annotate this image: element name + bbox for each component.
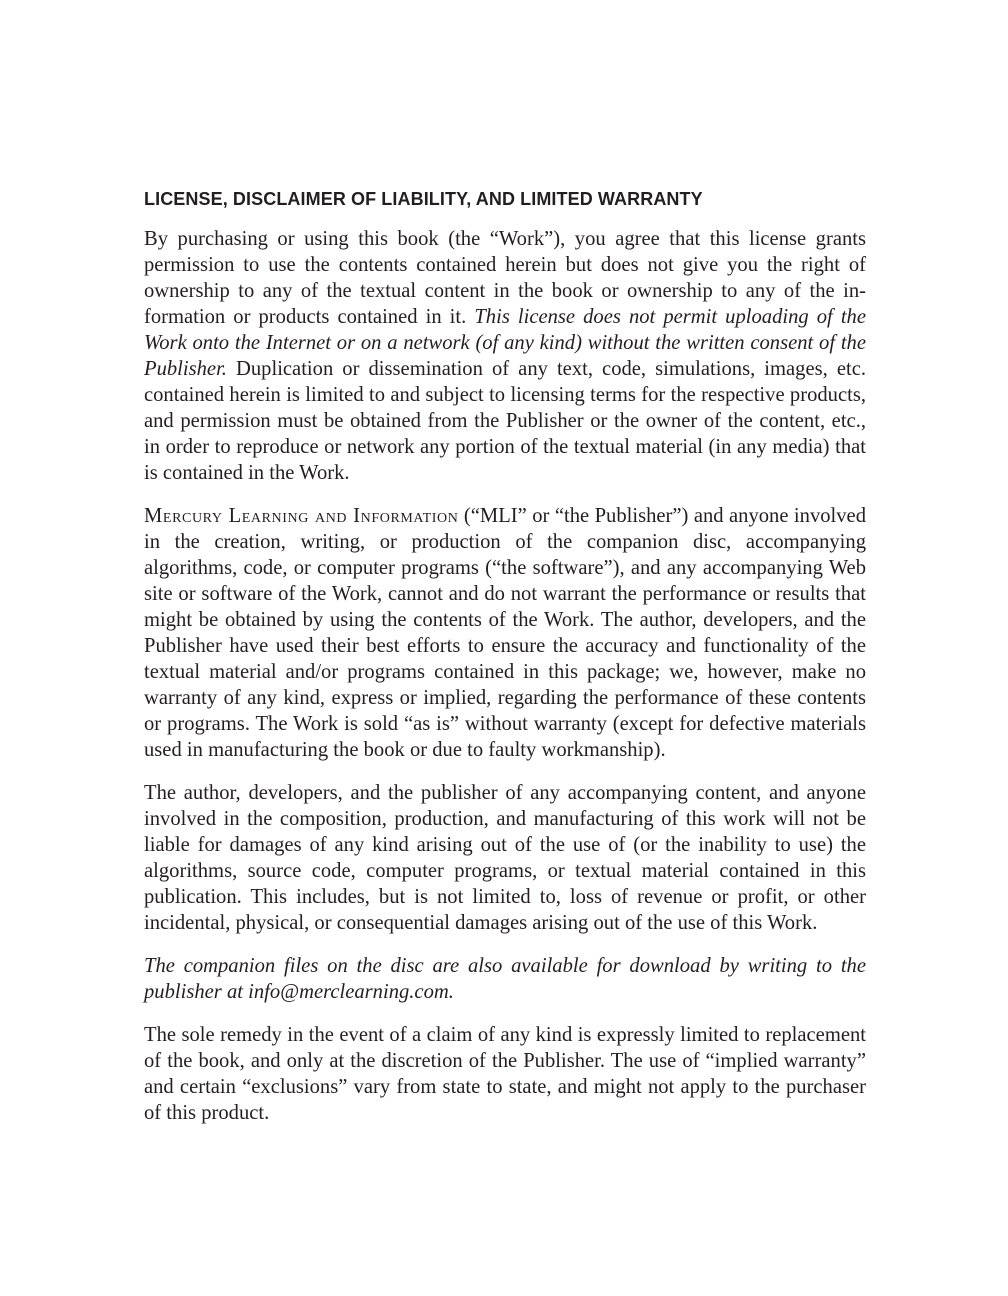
publisher-name: Mercury Learning and Information — [144, 505, 459, 527]
license-text-continued: Duplication or dissemination of any text, code, simulations, images, etc. contained herein is limited to and subject to licensing terms for the respective products, and permission must be obtained from the Publisher or the owner of the content, etc., in order to reproduce or network any portion of the textual material (in any media) that is contained in the Work. — [144, 358, 866, 484]
paragraph-license — [144, 226, 866, 486]
paragraph-companion-files: The companion files on the disc are also available for download by writing to the publisher at info@merclearning.com. — [144, 955, 866, 1003]
license-text: By purchasing or using this book (the “Work”), you agree that this license grants permission to use the contents contained herein but does not give you the right of ownership to any of the textual content in the book or ownership to any of the information or products contained in it. — [144, 228, 866, 328]
paragraph-disclaimer — [144, 503, 866, 763]
license-italic-text: This license does not permit uploading of the Work onto the Internet or on a network (of any kind) without the written consent of the Publisher. — [144, 306, 866, 380]
section-heading: LICENSE, DISCLAIMER OF LIABILITY, AND LIMITED WARRANTY — [144, 189, 703, 209]
page-content — [144, 186, 866, 1143]
disclaimer-text: (“MLI” or “the Publisher”) and anyone involved in the creation, writing, or production of the companion disc, accompanying algorithms, code, or computer programs (“the software”), and any accompanying Web site or software of the Work, cannot and do not warrant the performance or results that might be obtained by using the contents of the Work. The author, developers, and the Publisher have used their best efforts to ensure the accuracy and functionality of the textual material and/or programs contained in this package; we, however, make no warranty of any kind, express or implied, regarding the performance of these contents or programs. The Work is sold “as is” without warranty (except for defective materials used in manufacturing the book or due to faulty workmanship). — [144, 505, 866, 761]
paragraph-liability: The author, developers, and the publisher of any accompanying content, and anyone involved in the composition, production, and manufacturing of this work will not be liable for damages of any kind arising out of the use of (or the inability to use) the algorithms, source code, computer programs, or textual material contained in this publication. This includes, but is not limited to, loss of revenue or profit, or other incidental, physical, or consequential damages arising out of the use of this Work. — [144, 782, 866, 934]
paragraph-remedy: The sole remedy in the event of a claim of any kind is expressly limited to replacement of the book, and only at the discretion of the Publisher. The use of “implied warranty” and certain “exclusions” vary from state to state, and might not apply to the purchaser of this product. — [144, 1024, 866, 1124]
